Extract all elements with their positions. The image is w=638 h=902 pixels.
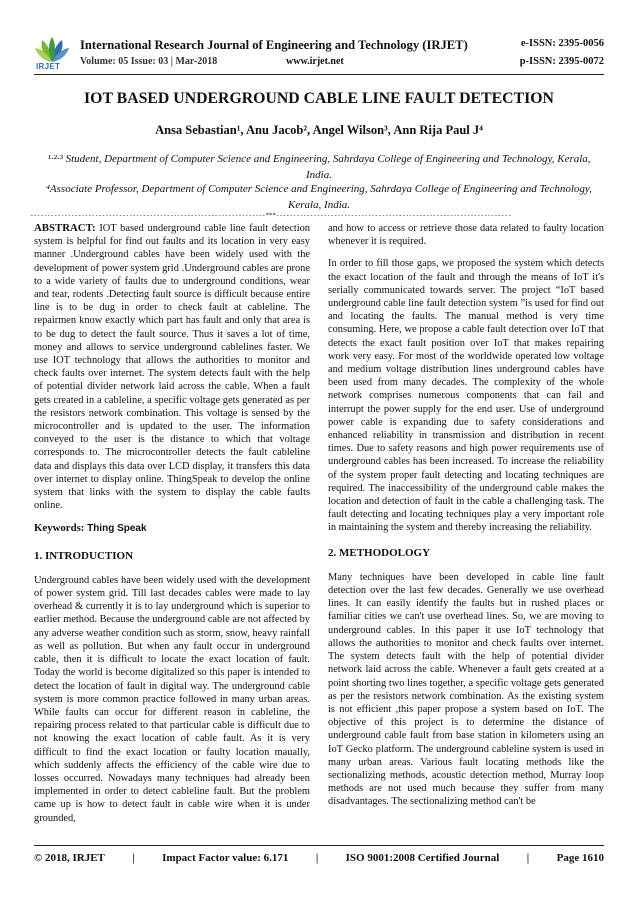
abstract-text: IOT based underground cable line fault detection system is helpful for find out faults and its location in very easy manner .Underground cables have been widely used with the development of power system grid .Underground cables are prone to a wide variety of faults due to underground conditions, wear and tear, rodents .Detecting fault source is difficult because entire line is to be dug in order to check fault at cableline. The repairmen know exactly which part has fault and only that area is to be dug to detect the fault source. Thus it saves a lot of time, money and allows to service underground cablelines faster. We use IOT technology that allows the authorities to monitor and check faults over internet. The system detects fault with the help of potential divider network laid across the cable. When a fault gets created in a cableline, a specific voltage gets generated as per the resistors network combination. This voltage is sensed by the microcontroller and is updated to the user. The information conveyed to the user is the distance to which that voltage corresponds to. The microcontroller detects the fault cableline data and displays this data over LCD display, it transfers this data over internet to display online. ThingSpeak to develop the online system that links with the system to display the cable faults online. [34, 223, 310, 512]
leaf-emblem-icon [34, 36, 70, 64]
keywords-value: Thing Speak [87, 523, 147, 535]
section-heading-methodology: 2. METHODOLOGY [328, 546, 431, 559]
left-column [34, 222, 310, 834]
keywords-label: Keywords: [34, 522, 85, 535]
journal-url[interactable]: www.irjet.net [286, 56, 344, 67]
footer-separator: | [526, 852, 530, 864]
intro-paragraph: In order to fill those gaps, we proposed the system which detects the exact location of the fault and through the means of IoT it's serially communicated towards server. The project “IoT based underground cable line fault detection system ”is used for find out and locating the faults. The manual method is very time consuming. Here, we propose a cable fault detection over IoT that detects the exact fault position over IoT that makes repairing work very easy. For most of the worldwide operated low voltage and medium voltage distribution lines underground cables have been used from many decades. The complexity of the whole network comprises numerous components that can fail and interrupt the power supply for the end user. Use of underground power cable is expanding due to safety considerations and enhanced reliability in transmission and distribution in recent times. Due to safety reasons and high power requirements use of underground cables has been increased. To increase the reliability of the system proper fault detecting and locating techniques are required. The inaccessibility of the underground cable makes the location and detection of fault in the cable a challenging task. The fault detecting and locating techniques play a very important role in maintaining the system and thereby increasing the reliability. [328, 258, 604, 534]
affiliation-professor: ⁴Associate Professor, Department of Computer Science and Engineering, Sahrdaya College of Engineering and Technology, Kerala, India. [46, 183, 592, 211]
footer-copyright: © 2018, IRJET [34, 852, 105, 864]
section-heading-introduction: 1. INTRODUCTION [34, 549, 134, 562]
footer-page-number: Page 1610 [556, 852, 604, 864]
journal-footer [34, 852, 604, 864]
right-column [328, 222, 604, 818]
irjet-logo [34, 36, 70, 74]
footer-separator: | [315, 852, 319, 864]
intro-paragraph-continued: and how to access or retrieve those data related to faulty location whenever it is required. [328, 223, 604, 248]
journal-name: International Research Journal of Engineering and Technology (IRJET) [80, 38, 468, 52]
footer-divider [34, 845, 604, 846]
methodology-paragraph: Many techniques have been developed in cable line fault detection over the last few decades. Generally we use overhead lines. It can easily identify the faults but in rushed places or familiar cities we can't use overhead lines. So, we are moving to underground cables. In this paper it use IoT technology that allows the authorities to monitor and check faults over internet. The system detects fault with the help of potential divider network laid across the cable. Whenever a fault gets created at a point shorting two lines together, a specific voltage gets generated as per the resistors network combination. As the existing system is not efficient ,this paper propose a system based on IoT. The objective of this project is to determine the distance of underground cable fault from base station in kilometers using an IoT Gecko platform. The underground cableline system is used in many urban areas. Various fault locating methods like the sectionalizing methods, acoustic detection method, Murray loop methods are not used much because they suffer from many disadvantages. The sectionalizing method can't be [328, 571, 604, 808]
abstract-label: ABSTRACT: [34, 222, 96, 234]
section-divider: ---------------------------------------------------------------------***--------------------------------------------------------------------- [30, 212, 512, 219]
affiliation-students: ¹·²·³ Student, Department of Computer Science and Engineering, Sahrdaya College of Engineering and Technology, Kerala, India. [47, 153, 591, 181]
footer-iso: ISO 9001:2008 Certified Journal [345, 852, 500, 864]
paper-authors: Ansa Sebastian¹, Anu Jacob², Angel Wilson³, Ann Rija Paul J⁴ [155, 123, 483, 137]
keywords [34, 522, 310, 535]
paper-title: IOT BASED UNDERGROUND CABLE LINE FAULT DETECTION [84, 90, 554, 107]
intro-paragraph: Underground cables have been widely used with the development of power system grid. Till last decades cables were made to lay overhead & currently it is to lay underground which is superior to earlier method. Because the underground cable are not affected by any adverse weather condition such as storm, snow, heavy rainfall as well as pollution. But when any fault occur in underground cable, then it is difficult to locate the exact location of fault. Today the world is become digitalized so this paper is intended to detect the location of fault in digital way. The underground cable system is more common practice followed in many urban areas. While faults can occur for different reason in cableline, the repairing process related to that particular cable is difficult due to not knowing the exact location of cable fault. As it is very difficult to find the exact location or faulty location maually, which suddenly affects the efficiency of the cable wire due to losses occurred. Nowadays many techniques had already been implemented in order to detect cableline fault. But the problem came up is how to detect fault in cable wire when it is under grounded, [34, 574, 310, 824]
logo-text: IRJET [36, 62, 61, 71]
footer-separator: | [132, 852, 135, 864]
header-divider [34, 74, 604, 75]
pissn: p-ISSN: 2395-0072 [519, 56, 604, 67]
footer-impact-factor: Impact Factor value: 6.171 [162, 852, 289, 864]
volume-info: Volume: 05 Issue: 03 | Mar-2018 [80, 56, 218, 67]
abstract [34, 222, 310, 512]
eissn: e-ISSN: 2395-0056 [520, 38, 604, 49]
journal-header [34, 36, 604, 74]
